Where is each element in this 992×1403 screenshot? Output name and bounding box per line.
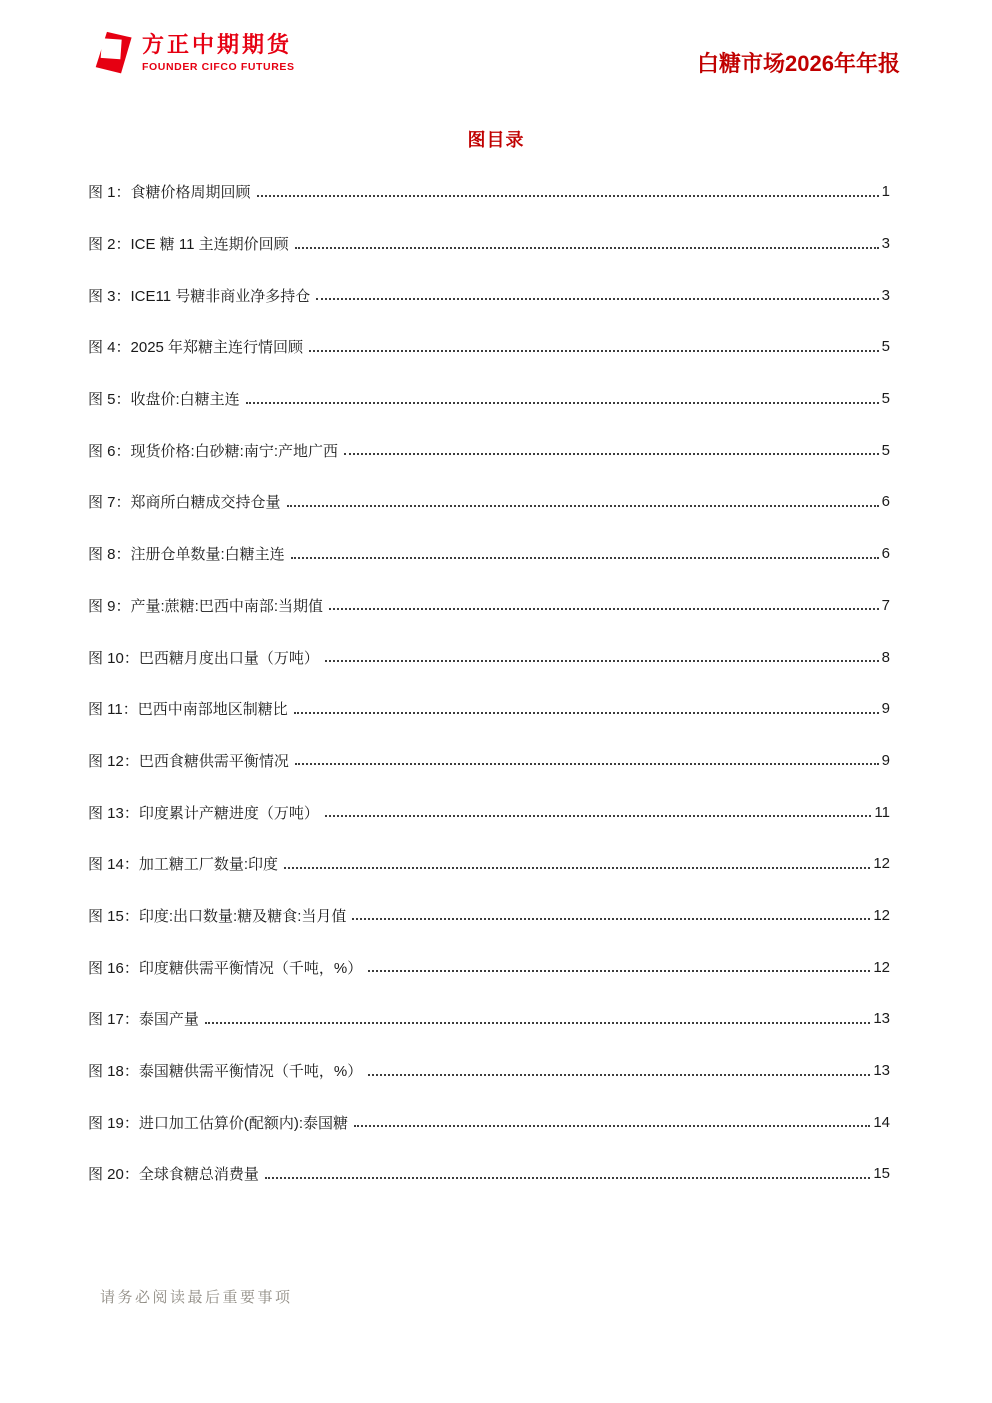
toc-entry[interactable] <box>88 528 890 580</box>
toc-entry-label: 图 2：ICE 糖 11 主连期价回顾 <box>88 236 289 254</box>
dot-leader <box>291 557 879 559</box>
toc-entry-page: 3 <box>881 286 890 304</box>
toc-entry-page: 13 <box>873 1010 890 1028</box>
toc-entry-label: 图 8：注册仓单数量:白糖主连 <box>88 546 285 564</box>
footer-disclaimer: 请务必阅读最后重要事项 <box>100 1290 293 1306</box>
toc-entry-label: 图 19：进口加工估算价(配额内):泰国糖 <box>88 1114 349 1132</box>
toc-entry[interactable] <box>88 1148 890 1200</box>
toc-entry-page: 12 <box>873 958 890 976</box>
toc-entry[interactable] <box>88 1045 890 1097</box>
dot-leader <box>287 505 879 507</box>
toc-entry-label: 图 14：加工糖工厂数量:印度 <box>88 856 279 874</box>
toc-entry-page: 9 <box>881 751 890 769</box>
toc-entry-label: 图 12：巴西食糖供需平衡情况 <box>88 752 289 770</box>
dot-leader <box>344 453 879 455</box>
toc-entry-page: 6 <box>881 493 890 511</box>
toc-entry-label: 图 3：ICE11 号糖非商业净多持仓 <box>88 287 311 305</box>
toc-entry[interactable] <box>88 735 890 787</box>
dot-leader <box>368 970 870 972</box>
toc-entry-page: 6 <box>881 545 890 563</box>
toc-entry[interactable] <box>88 683 890 735</box>
toc-entry-label: 图 5：收盘价:白糖主连 <box>88 391 240 409</box>
dot-leader <box>205 1022 870 1024</box>
toc-entry-page: 9 <box>881 700 890 718</box>
toc-entry-page: 12 <box>873 906 890 924</box>
report-title: 白糖市场2026年年报 <box>697 51 900 76</box>
toc-list <box>88 166 890 1200</box>
toc-entry-page: 8 <box>881 648 890 666</box>
toc-entry-page: 1 <box>881 183 890 201</box>
toc-entry[interactable] <box>88 424 890 476</box>
toc-entry[interactable] <box>88 580 890 632</box>
toc-entry[interactable] <box>88 166 890 218</box>
toc-entry-label: 图 10：巴西糖月度出口量（万吨） <box>88 649 319 667</box>
dot-leader <box>354 1125 870 1127</box>
logo-company-name-en: FOUNDER CIFCO FUTURES <box>142 61 295 74</box>
toc-entry-label: 图 13：印度累计产糖进度（万吨） <box>88 804 319 822</box>
toc-entry-page: 13 <box>873 1062 890 1080</box>
dot-leader <box>246 402 879 404</box>
dot-leader <box>257 195 879 197</box>
toc-entry-label: 图 7：郑商所白糖成交持仓量 <box>88 494 281 512</box>
toc-entry[interactable] <box>88 1096 890 1148</box>
toc-entry[interactable] <box>88 631 890 683</box>
toc-entry[interactable] <box>88 373 890 425</box>
toc-entry-label: 图 16：印度糖供需平衡情况（千吨，%） <box>88 959 363 977</box>
toc-entry-label: 图 4：2025 年郑糖主连行情回顾 <box>88 339 304 357</box>
dot-leader <box>295 247 879 249</box>
toc-entry-page: 5 <box>881 441 890 459</box>
toc-entry-page: 7 <box>881 596 890 614</box>
dot-leader <box>295 763 879 765</box>
toc-entry[interactable] <box>88 838 890 890</box>
dot-leader <box>325 815 872 817</box>
toc-entry-label: 图 17：泰国产量 <box>88 1011 199 1029</box>
dot-leader <box>309 350 879 352</box>
toc-entry[interactable] <box>88 941 890 993</box>
toc-entry-page: 5 <box>881 338 890 356</box>
toc-entry-page: 12 <box>873 855 890 873</box>
company-logo <box>95 30 295 76</box>
logo-text-block <box>142 30 295 73</box>
toc-entry-page: 5 <box>881 390 890 408</box>
toc-entry-label: 图 11：巴西中南部地区制糖比 <box>88 701 288 719</box>
dot-leader <box>265 1177 870 1179</box>
toc-entry-label: 图 15：印度:出口数量:糖及糖食:当月值 <box>88 907 347 925</box>
dot-leader <box>352 918 870 920</box>
logo-company-name-cn: 方正中期期货 <box>142 32 293 57</box>
toc-entry[interactable] <box>88 786 890 838</box>
toc-entry-label: 图 9：产量:蔗糖:巴西中南部:当期值 <box>88 597 324 615</box>
toc-entry-label: 图 1：食糖价格周期回顾 <box>88 184 251 202</box>
dot-leader <box>329 608 879 610</box>
dot-leader <box>284 867 870 869</box>
toc-entry[interactable] <box>88 993 890 1045</box>
toc-entry-label: 图 6：现货价格:白砂糖:南宁:产地广西 <box>88 442 339 460</box>
dot-leader <box>316 298 878 300</box>
page-footer <box>100 1286 293 1307</box>
toc-entry[interactable] <box>88 269 890 321</box>
toc-entry-page: 3 <box>881 235 890 253</box>
dot-leader <box>368 1074 870 1076</box>
toc-entry-page: 14 <box>873 1113 890 1131</box>
toc-entry-label: 图 18：泰国糖供需平衡情况（千吨，%） <box>88 1063 363 1081</box>
toc-entry-page: 11 <box>874 803 890 821</box>
toc-entry[interactable] <box>88 890 890 942</box>
dot-leader <box>325 660 879 662</box>
founder-logo-icon <box>95 30 133 76</box>
toc-entry[interactable] <box>88 218 890 270</box>
toc-entry[interactable] <box>88 321 890 373</box>
page-header <box>95 30 900 78</box>
toc-title: 图目录 <box>467 130 525 150</box>
toc-entry-page: 15 <box>873 1165 890 1183</box>
toc-entry[interactable] <box>88 476 890 528</box>
dot-leader <box>294 712 879 714</box>
toc-entry-label: 图 20：全球食糖总消费量 <box>88 1166 259 1184</box>
